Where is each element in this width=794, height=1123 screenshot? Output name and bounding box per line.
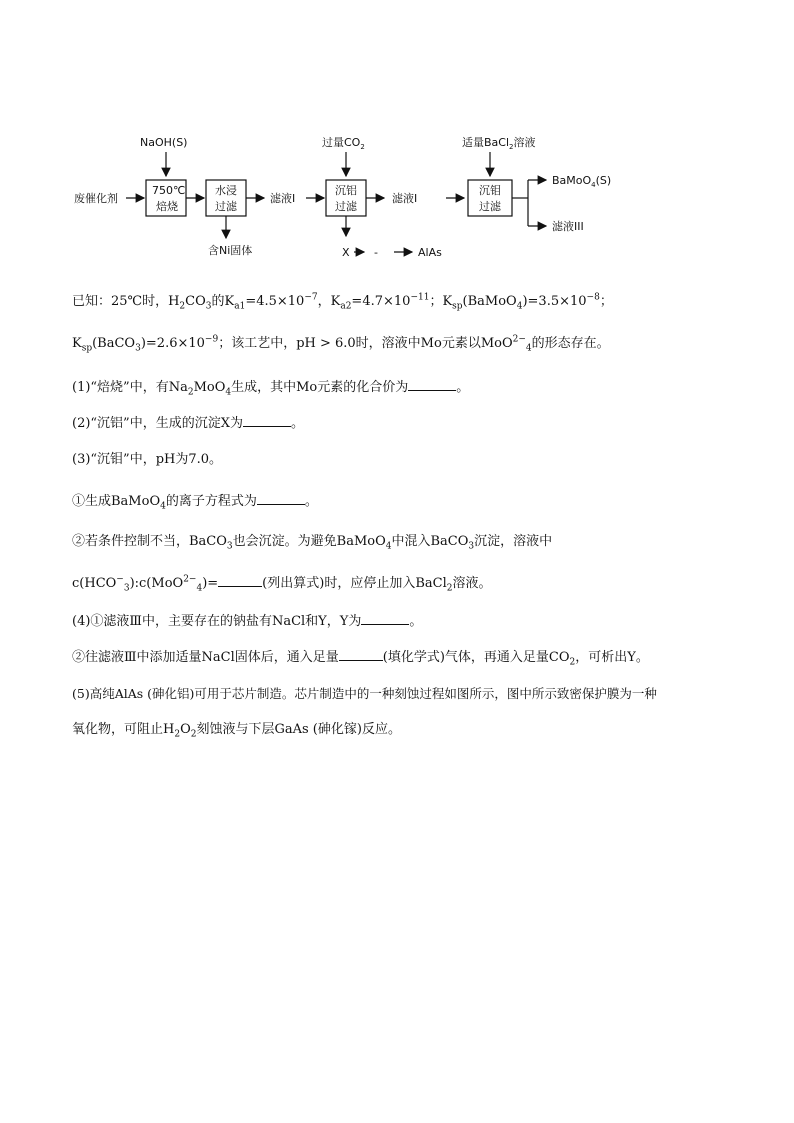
filtrate3-label: 滤液III: [552, 220, 584, 233]
leach-l1: 水浸: [215, 184, 237, 197]
x-label: X: [342, 246, 350, 259]
mo-precip-l1: 沉钼: [479, 184, 501, 197]
al-precip-l2: 过滤: [335, 200, 357, 213]
question-4-1: (4)①滤液Ⅲ中，主要存在的钠盐有NaCl和Y，Y为 。: [72, 610, 422, 632]
bacl2-label: 适量BaCl$_2$溶液: [462, 136, 536, 151]
answer-blank-2[interactable]: [243, 412, 291, 427]
known-conditions-line2: $K_{sp}(BaCO_3)=2.6\times 10^{-9}$；该工艺中，pH > 6.0时，溶液中Mo元素以MoO$^{2-}_4$的形态存在。: [72, 334, 610, 354]
roast-label: 焙烧: [156, 200, 178, 213]
question-3-2: ②若条件控制不当，BaCO$_3$也会沉淀。为避免BaMoO$_4$中混入BaCO$_3$沉淀，溶液中: [72, 534, 553, 552]
question-3-2-ratio: $c(HCO^-_3):c(MoO^{2-}_4)=$ (列出算式)时，应停止加入BaCl$_2$溶液。: [72, 572, 491, 594]
question-4-2: ②往滤液Ⅲ中添加适量NaCl固体后，通入足量 (填化学式)气体，再通入足量$CO_2$，可析出Y。: [72, 646, 649, 668]
known-conditions-line1: 已知：25℃时，$H_2CO_3$的$K_{a1}=4.5\times 10^{-7}$，$K_{a2}=4.7\times 10^{-11}$；$K_{sp}(BaMoO_4)=3.5\times 10^{-8}$；: [72, 292, 613, 312]
flow-svg: [60, 128, 700, 268]
ni-solid-label: 含Ni固体: [208, 244, 253, 257]
process-flow-diagram: [60, 128, 700, 268]
roast-temp: 750℃: [152, 184, 186, 197]
bamoo4-label: BaMoO$_4$(S): [552, 174, 612, 189]
al-precip-l1: 沉铝: [335, 184, 357, 197]
question-5-line2: 氧化物，可阻止$H_2O_2$刻蚀液与下层GaAs (砷化镓)反应。: [72, 722, 401, 740]
answer-blank-3-2[interactable]: [218, 572, 262, 587]
question-2: (2)“沉铝”中，生成的沉淀X为 。: [72, 412, 304, 434]
alas-label: AlAs: [418, 246, 442, 259]
question-3-1: ①生成BaMoO$_4$的离子方程式为 。: [72, 490, 318, 512]
question-3: (3)“沉钼”中，pH为7.0。: [72, 452, 223, 467]
co2-label: 过量$CO_2$: [322, 136, 365, 151]
filtrate1a-label: 滤液I: [270, 192, 296, 205]
feed-label: 废催化剂: [74, 192, 118, 205]
dash-label: -: [374, 246, 378, 259]
answer-blank-3-1[interactable]: [257, 490, 305, 505]
leach-l2: 过滤: [215, 200, 237, 213]
answer-blank-1[interactable]: [408, 376, 456, 391]
filtrate1b-label: 滤液I: [392, 192, 418, 205]
naoh-label: NaOH(S): [140, 136, 188, 149]
answer-blank-4-1[interactable]: [361, 610, 409, 625]
question-1: (1)“焙烧”中，有$Na_2MoO_4$生成，其中Mo元素的化合价为 。: [72, 376, 469, 398]
answer-blank-4-2[interactable]: [339, 646, 383, 661]
question-5-line1: (5)高纯AlAs (砷化铝)可用于芯片制造。芯片制造中的一种刻蚀过程如图所示，图中所示致密保护膜为一种: [72, 686, 657, 701]
mo-precip-l2: 过滤: [479, 200, 501, 213]
